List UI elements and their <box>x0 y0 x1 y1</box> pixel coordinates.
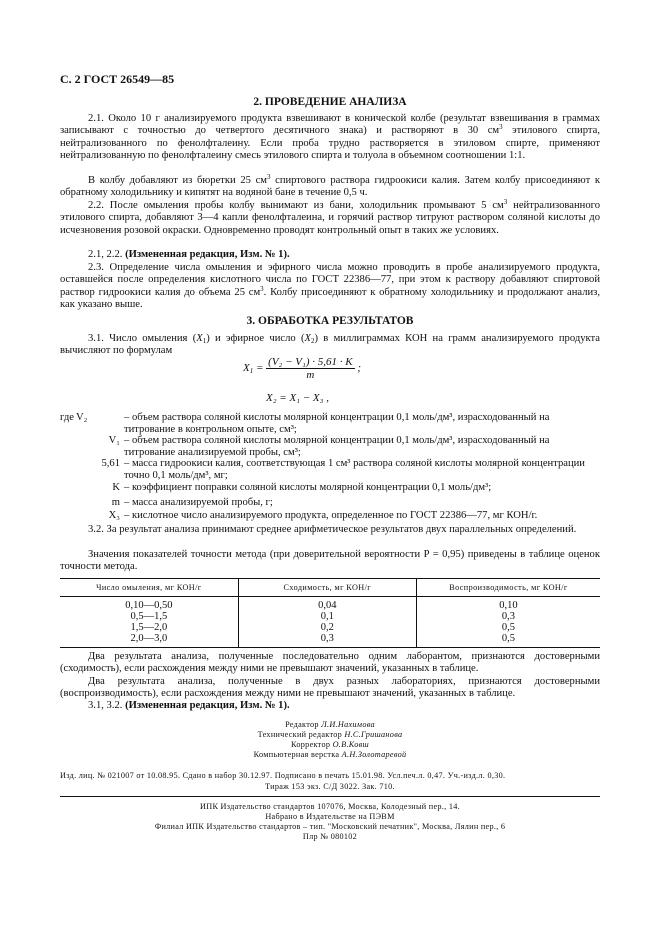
definition-desc: – кислотное число анализируемого продукта, определенное по ГОСТ 22386—77, мг КОН/г. <box>124 510 538 521</box>
divider <box>60 796 600 797</box>
formula-denominator: m <box>306 369 315 381</box>
table-header-cell: Сходимость, мг КОН/г <box>238 579 416 597</box>
paragraph-convergence: Два результата анализа, полученные последовательно одним лаборантом, признаются достоверными (сходимость), если расхождения между ними не превышают значений, указанных в таблице. <box>60 651 600 675</box>
table-cell: 0,5 <box>416 622 600 633</box>
staff-role: Корректор <box>291 740 331 749</box>
definition-item <box>60 482 600 494</box>
formula-saponification: $X_1$ = $\frac{\text{(V₂ − V₁) · 5,61 · K}}{m}$ ; <box>243 356 362 381</box>
definition-desc: – коэффициент поправки соляной кислоты молярной концентрации 0,1 моль/дм³; <box>124 482 492 493</box>
staff-name: Л.И.Нахимова <box>321 720 375 729</box>
publication-line: Тираж 153 экз. С/Д 3022. Зак. 710. <box>265 782 395 791</box>
section-2-title: 2. ПРОВЕДЕНИЕ АНАЛИЗА <box>253 96 407 108</box>
definition-desc: – масса анализируемой пробы, г; <box>124 497 273 508</box>
staff-line <box>60 720 600 730</box>
table-cell: 2,0—3,0 <box>60 633 238 648</box>
precision-table <box>60 578 600 648</box>
publisher-footer <box>60 802 600 842</box>
table-cell: 0,10—0,50 <box>125 600 173 611</box>
paragraph-3-1: 3.1. Число омыления $(X_1)$ и эфирное число $(X_2)$ в миллиграммах КОН на грамм анализируемого продукта вычисляют по формулам <box>60 333 600 357</box>
definition-term: K <box>112 482 120 493</box>
paragraph-3-2: 3.2. За результат анализа принимают среднее арифметическое результатов двух параллельных определений. <box>88 524 577 535</box>
staff-name: О.В.Ковш <box>332 740 369 749</box>
footer-line: Филиал ИПК Издательство стандартов – тип. "Московский печатник", Москва, Лялин пер., 6 <box>154 822 506 831</box>
definition-item <box>60 412 600 437</box>
paragraph-2-1-cont: В колбу добавляют из бюретки 25 $см^3$ спиртового раствора гидроокиси калия. Затем колбу присоединяют к обратному холодильнику и кипятят на водяной бане в течение 0,5 ч. <box>60 173 600 199</box>
footer-line: Набрано в Издательстве на ПЭВМ <box>265 812 395 821</box>
paragraph-2-1: 2.1. Около 10 г анализируемого продукта взвешивают в конической колбе (результат взвешивания в граммах записывают с точностью до четвертого десятичного знака) и растворяют в 30 $см^3$ этилового спирта, нейтрализованного по фенолфталеину. Если проба трудно растворяется в этиловом спирте, применяют нейтрализованную по фенолфталеину смесь этилового спирта и толуола в объемном соотношении 1:1. <box>60 113 600 162</box>
table-cell: 0,1 <box>238 611 416 622</box>
table-row <box>60 597 600 612</box>
footer-line: ИПК Издательство стандартов 107076, Москва, Колодезный пер., 14. <box>200 802 460 811</box>
page-header: С. 2 ГОСТ 26549—85 <box>60 72 175 86</box>
table-row <box>60 633 600 648</box>
paragraph-precision: Значения показателей точности метода (при доверительной вероятности P = 0,95) приведены в таблице оценок точности метода. <box>60 549 600 573</box>
staff-line <box>60 750 600 760</box>
definition-term: m <box>111 497 120 508</box>
publication-line: Изд. лиц. № 021007 от 10.08.95. Сдано в набор 30.12.97. Подписано в печать 15.01.98. Усл.печ.л. 0,47. Уч.-изд.л. 0,30. <box>60 771 506 780</box>
table-cell: 1,5—2,0 <box>130 622 168 633</box>
table-row <box>60 622 600 633</box>
staff-role: Технический редактор <box>257 730 343 739</box>
paragraph-reproducibility: Два результата анализа, полученные в двух разных лабораториях, признаются достоверными (воспроизводимость), если расхождения между ними не превышают значений, указанных в таблице. <box>60 676 600 700</box>
table-header-cell: Воспроизводимость, мг КОН/г <box>416 579 600 597</box>
table-header-row <box>60 579 600 597</box>
section-3-title: 3. ОБРАБОТКА РЕЗУЛЬТАТОВ <box>246 315 414 327</box>
footer-line: Плр № 080102 <box>302 832 358 841</box>
amendment-note-3: 3.1, 3.2. (Измененная редакция, Изм. № 1). <box>88 700 290 711</box>
definition-item <box>60 435 600 460</box>
table-cell: 0,5 <box>416 633 600 648</box>
definition-desc: – объем раствора соляной кислоты молярной концентрации 0,1 моль/дм³, израсходованный на титрование в контрольном опыте, см³; <box>124 412 550 436</box>
definition-item <box>60 510 600 522</box>
definition-desc: – масса гидроокиси калия, соответствующая 1 см³ раствора соляной кислоты молярной концентрации точно 0,1 моль/дм³, мг; <box>124 458 585 482</box>
staff-role: Редактор <box>285 720 319 729</box>
staff-name: Н.С.Гришанова <box>344 730 403 739</box>
table-cell: 0,3 <box>238 633 416 648</box>
staff-line <box>60 730 600 740</box>
formula-ester: X₂ = X₁ − X₃ , <box>266 392 329 404</box>
table-cell: 0,04 <box>238 597 416 612</box>
staff-name: А.Н.Золотаревой <box>341 750 407 759</box>
paragraph-2-2: 2.2. После омыления пробы колбу вынимают из бани, холодильник промывают 5 $см^3$ нейтрализованного этилового спирта, добавляют 3—4 капли фенолфталеина, и горячий раствор титруют раствором соляной кислоты до исчезновения розовой окраски. Одновременно проводят контрольный опыт в таких же условиях. <box>60 198 600 236</box>
table-row <box>60 611 600 622</box>
staff-role: Компьютерная верстка <box>253 750 340 759</box>
table-cell: 0,5—1,5 <box>130 611 168 622</box>
publication-info <box>60 770 600 792</box>
definition-term: X₃ <box>108 510 120 521</box>
definition-term: V₂ <box>76 412 88 423</box>
definition-item <box>60 497 600 509</box>
table-header-cell: Число омыления, мг КОН/г <box>60 579 238 597</box>
staff-line <box>60 740 600 750</box>
amendment-note-2: 2.1, 2.2. (Измененная редакция, Изм. № 1). <box>88 249 290 260</box>
definition-term: 5,61 <box>101 458 120 469</box>
table-cell: 0,10 <box>416 597 600 612</box>
table-cell: 0,3 <box>416 611 600 622</box>
definition-item <box>60 458 600 483</box>
formula-numerator: (V₂ − V₁) · 5,61 · K <box>268 356 353 368</box>
table-cell: 0,2 <box>238 622 416 633</box>
definition-term: V₁ <box>108 435 120 446</box>
where-label: где <box>60 412 74 423</box>
definition-desc: – объем раствора соляной кислоты молярной концентрации 0,1 моль/дм³, израсходованный на титрование анализируемой пробы, см³; <box>124 435 550 459</box>
paragraph-2-3: 2.3. Определение числа омыления и эфирного числа можно проводить в пробе анализируемого продукта, оставшейся после определения кислотного числа по ГОСТ 22386—77, при этом к раствору добавляют спиртовой раствор гидроокиси калия до объема 25 $см^3$. Колбу присоединяют к обратному холодильнику и продолжают анализ, как указано выше. <box>60 262 600 311</box>
